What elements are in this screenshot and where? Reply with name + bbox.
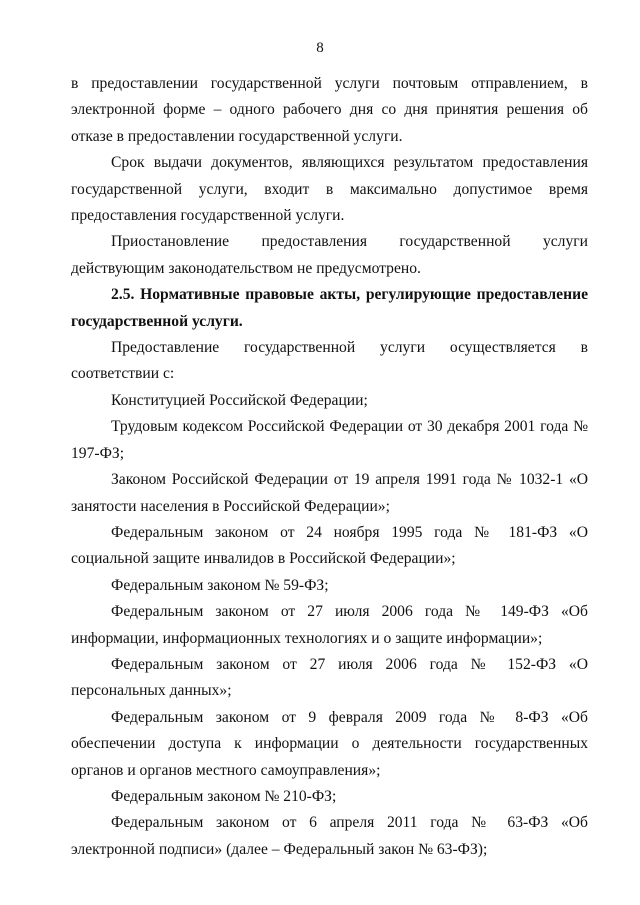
- list-item-law-149: Федеральным законом от 27 июля 2006 года № 149-ФЗ «Об информации, информационных технологиях и о защите информации»;: [71, 603, 588, 647]
- paragraph-suspension: Приостановление предоставления государственной услуги действующим законодательством не предусмотрено.: [71, 233, 588, 277]
- list-item-disability-law: Федеральным законом от 24 ноября 1995 года № 181-ФЗ «О социальной защите инвалидов в Российской Федерации»;: [71, 523, 588, 568]
- paragraph-legal-basis-intro: Предоставление государственной услуги осуществляется в соответствии с:: [71, 339, 588, 383]
- list-item-law-59: Федеральным законом № 59-ФЗ;: [111, 576, 329, 594]
- list-item-law-63: Федеральным законом от 6 апреля 2011 года № 63-ФЗ «Об электронной подписи» (далее – Федеральный закон № 63-ФЗ);: [71, 814, 588, 858]
- page-number: 8: [316, 40, 324, 56]
- list-item-law-8: Федеральным законом от 9 февраля 2009 года № 8-ФЗ «Об обеспечении доступа к информации о деятельности государственных органов и органов местного самоуправления»;: [71, 708, 588, 779]
- list-item-law-210: Федеральным законом № 210-ФЗ;: [111, 787, 337, 805]
- section-heading: 2.5. Нормативные правовые акты, регулирующие предоставление государственной услуги.: [71, 286, 588, 330]
- list-item-law-152: Федеральным законом от 27 июля 2006 года № 152-ФЗ «О персональных данных»;: [71, 655, 588, 700]
- paragraph-issue-deadline: Срок выдачи документов, являющихся результатом предоставления государственной услуги, входит в максимально допустимое время предоставления государственной услуги.: [71, 154, 588, 225]
- list-item-employment-law: Законом Российской Федерации от 19 апреля 1991 года № 1032-1 «О занятости населения в Российской Федерации»;: [71, 471, 588, 515]
- paragraph-continuation: в предоставлении государственной услуги почтовым отправлением, в электронной форме – одного рабочего дня со дня принятия решения об отказе в предоставлении государственной услуги.: [71, 75, 588, 145]
- document-body: [71, 71, 588, 863]
- list-item-constitution: Конституцией Российской Федерации;: [111, 391, 368, 409]
- list-item-labor-code: Трудовым кодексом Российской Федерации от 30 декабря 2001 года № 197-ФЗ;: [71, 418, 588, 462]
